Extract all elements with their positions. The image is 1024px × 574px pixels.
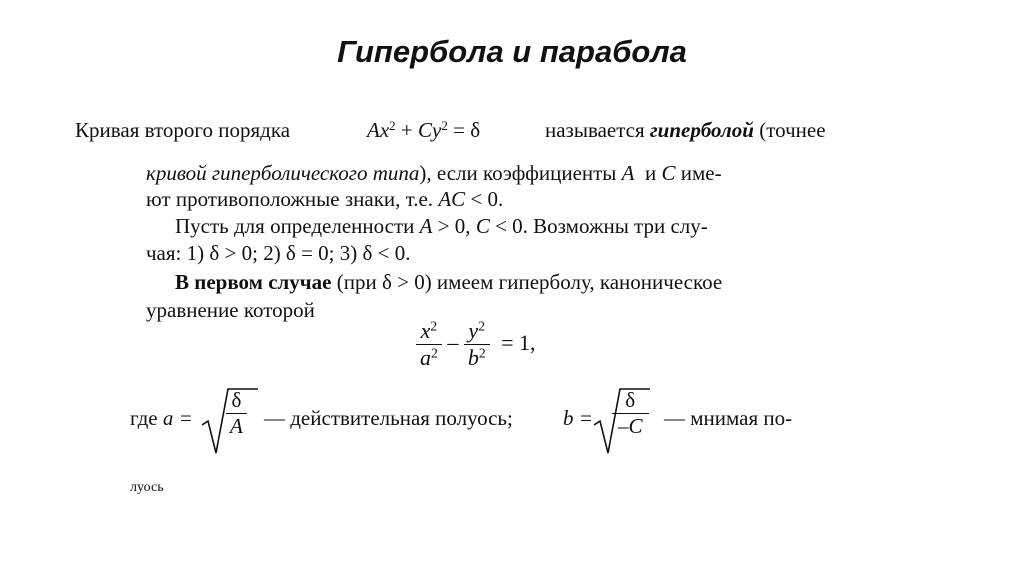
y-over-b-fraction: $\frac{y^2}{b^2}$ (464, 318, 490, 371)
hyperbola-term: гиперболой (649, 118, 754, 142)
definition-text: называется гиперболой (точнее (545, 118, 826, 142)
paragraph-2-line-2: чая: 1) δ > 0; 2) δ = 0; 3) δ < 0. (146, 241, 411, 265)
semi-axes-line: где a = (130, 406, 193, 430)
delta-over-A: δ A (226, 388, 247, 439)
first-case-bold: В первом случае (175, 270, 332, 294)
continuation-text: луось (130, 480, 164, 495)
x-over-a-fraction: $\frac{x^2}{a^2}$ (416, 318, 442, 371)
paragraph-1-line-3: ют противоположные знаки, т.е. AC < 0. (146, 187, 504, 211)
lead-text: Кривая второго порядка (75, 118, 291, 142)
b-equals: b = (563, 406, 593, 430)
paragraph-1-line-2: кривой гиперболического типа), если коэффициенты A и C име- (146, 161, 722, 185)
b-description: — мнимая по- (664, 406, 793, 430)
paragraph-3-line-1: В первом случае (при δ > 0) имеем гиперболу, каноническое (175, 270, 723, 294)
paragraph-3-line-2: уравнение которой (146, 298, 315, 322)
quadratic-formula: $Ax^2 + Cy^2 = \delta$ (367, 117, 481, 142)
delta-over-minus-C: δ –C (612, 388, 649, 439)
canonical-equation: $\frac{x^2}{a^2}$ – $\frac{y^2}{b^2}$ = 1, (416, 318, 536, 371)
paragraph-1-line-1 (75, 118, 290, 143)
paragraph-2-line-1: Пусть для определенности A > 0, C < 0. Возможны три слу- (175, 214, 708, 238)
slide-title: Гипербола и парабола (337, 34, 687, 69)
a-description: — действительная полуось; (264, 406, 513, 430)
